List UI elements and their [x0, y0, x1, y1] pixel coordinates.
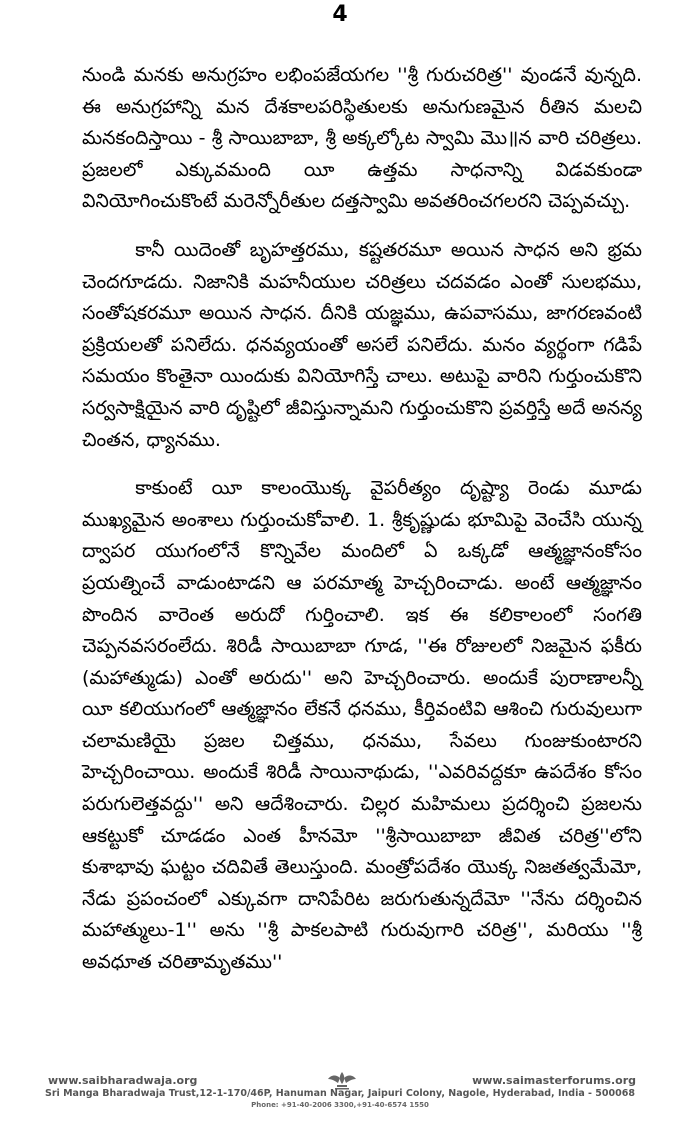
- footer-address: Sri Manga Bharadwaja Trust,12-1-170/46P, Hanuman Nagar, Jaipuri Colony, Nagole, Hyderabad, India - 500068: [45, 1088, 635, 1099]
- footer-phone: Phone: +91-40-2006 3300,+91-40-6574 1550: [251, 1101, 429, 1109]
- paragraph-2: కానీ యిదెంతో బృహత్తరము, కష్టతరమూ అయిన సాధన అని భ్రమ చెందగూడదు. నిజానికి మహనీయుల చరిత్రలు చదవడం ఎంతో సులభము, సంతోషకరమూ అయిన సాధన. దీనికి యజ్ఞము, ఉపవాసము, జాగరణవంటి ప్రక్రియలతో పనిలేదు. ధనవ్యయంతో అసలే పనిలేదు. మనం వ్యర్థంగా గడిపే సమయం కొంతైనా యిందుకు వినియోగిస్తే చాలు. అటుపై వారిని గుర్తుంచుకొని సర్వసాక్షియైన వారి దృష్టిలో జీవిస్తున్నామని గుర్తుంచుకొని ప్రవర్తిస్తే అదే అనన్య చింతన, ధ్యానము.: [82, 238, 642, 451]
- paragraph-1: నుండి మనకు అనుగ్రహం లభింపజేయగల ''శ్రీ గురుచరిత్ర'' వుండనే వున్నది. ఈ అనుగ్రహాన్ని మన దేశకాలపరిస్థితులకు అనుగుణమైన రీతిన మలచి మనకందిస్తాయి - శ్రీ సాయిబాబా, శ్రీ అక్కల్కోట స్వామి మొ॥న వారి చరిత్రలు. ప్రజలలో ఎక్కువమంది యీ ఉత్తమ సాధనాన్ని విడవకుండా వినియోగించుకొంటే మరెన్నోరీతుల దత్తస్వామి అవతరించగలరని చెప్పవచ్చు.: [82, 64, 642, 213]
- paragraph-3: కాకుంటే యీ కాలంయొక్క వైపరీత్యం దృష్ట్యా రెండు మూడు ముఖ్యమైన అంశాలు గుర్తుంచుకోవాలి. 1. శ్రీకృష్ణుడు భూమిపై వెంచేసి యున్న ద్వాపర యుగంలోనే కొన్నివేల మందిలో ఏ ఒక్కడో ఆత్మజ్ఞానంకోసం ప్రయత్నించే వాడుంటాడని ఆ పరమాత్మ హెచ్చరించాడు. అంటే ఆత్మజ్ఞానం పొందిన వారెంత అరుదో గుర్తించాలి. ఇక ఈ కలికాలంలో సంగతి చెప్పనవసరంలేదు. శిరిడీ సాయిబాబా గూడ, ''ఈ రోజులలో నిజమైన ఫకీరు (మహాత్ముడు) ఎంతో అరుదు'' అని హెచ్చరించారు. అందుకే పురాణాలన్నీ యీ కలియుగంలో ఆత్మజ్ఞానం లేకనే ధనము, కీర్తివంటివి ఆశించి గురువులుగా చలామణియై ప్రజల చిత్తము, ధనము, సేవలు గుంజుకుంటారని హెచ్చరించాయి. అందుకే శిరిడీ సాయినాథుడు, ''ఎవరివద్దకూ ఉపదేశం కోసం పరుగులెత్తవద్దు'' అని ఆదేశించారు. చిల్లర మహిమలు ప్రదర్శించి ప్రజలను ఆకట్టుకో చూడడం ఎంత హీనమో ''శ్రీసాయిబాబా జీవిత చరిత్ర''లోని కుశాభావు ఘట్టం చదివితే తెలుస్తుంది. మంత్రోపదేశం యొక్క నిజతత్వమేమో, నేడు ప్రపంచంలో ఎక్కువగా దానిపేరిట జరుగుతున్నదేమో ''నేను దర్శించిన మహాత్ములు-1'' అను ''శ్రీ పాకలపాటి గురువుగారి చరిత్ర'', మరియు ''శ్రీ అవధూత చరితామృతము'': [82, 477, 642, 974]
- page-number: 4: [332, 2, 348, 27]
- page-footer: [0, 1066, 680, 1122]
- ornament-emblem-icon: [325, 1070, 359, 1090]
- website-left-link[interactable]: www.saibharadwaja.org: [48, 1074, 198, 1087]
- website-right-link[interactable]: www.saimasterforums.org: [472, 1074, 636, 1087]
- page-body: [82, 60, 642, 979]
